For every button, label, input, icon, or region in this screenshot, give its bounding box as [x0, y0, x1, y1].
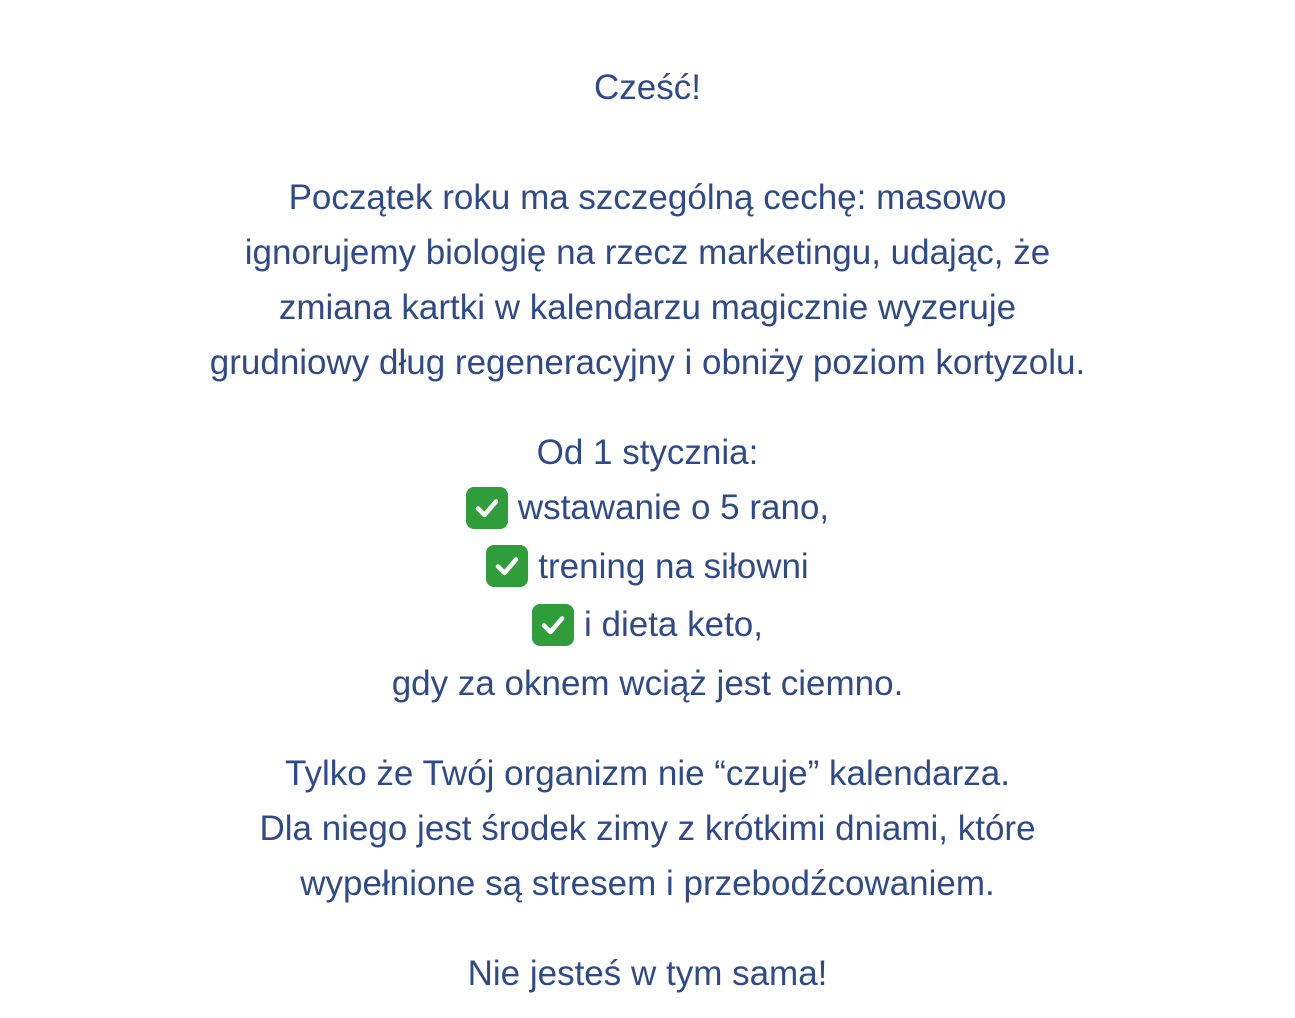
body-line: Dla niego jest środek zimy z krótkimi dniami, które [259, 808, 1036, 848]
greeting [0, 60, 1295, 115]
list-item [0, 480, 1295, 539]
intro-paragraph [0, 170, 1295, 390]
intro-line: grudniowy dług regeneracyjny i obniży poziom kortyzolu. [209, 343, 1086, 382]
spacer [0, 115, 1295, 170]
closing [0, 946, 1295, 1001]
list-item-text: trening na siłowni [538, 546, 809, 586]
greeting-text: Cześć! [594, 68, 701, 107]
check-mark-icon [486, 545, 528, 587]
list-outro: gdy za oknem wciąż jest ciemno. [391, 663, 904, 703]
list-item [0, 539, 1295, 598]
resolution-list [0, 425, 1295, 711]
check-mark-icon [466, 487, 508, 529]
spacer [0, 390, 1295, 425]
body-paragraph [0, 746, 1295, 911]
list-item-text: wstawanie o 5 rano, [517, 488, 830, 527]
body-line: wypełnione są stresem i przebodźcowaniem. [300, 863, 995, 903]
message-body [0, 60, 1295, 1001]
intro-line: Początek roku ma szczególną cechę: masowo [288, 178, 1007, 217]
intro-line: zmiana kartki w kalendarzu magicznie wyzeruje [278, 288, 1017, 327]
body-line: Tylko że Twój organizm nie “czuje” kalendarza. [285, 753, 1010, 793]
intro-line: ignorujemy biologię na rzecz marketingu, udając, że [244, 233, 1051, 272]
list-item [0, 597, 1295, 656]
spacer [0, 911, 1295, 946]
closing-text: Nie jesteś w tym sama! [467, 953, 828, 993]
list-item-text: i dieta keto, [584, 605, 763, 644]
check-mark-icon [532, 604, 574, 646]
list-intro: Od 1 stycznia: [536, 433, 759, 472]
spacer [0, 711, 1295, 746]
